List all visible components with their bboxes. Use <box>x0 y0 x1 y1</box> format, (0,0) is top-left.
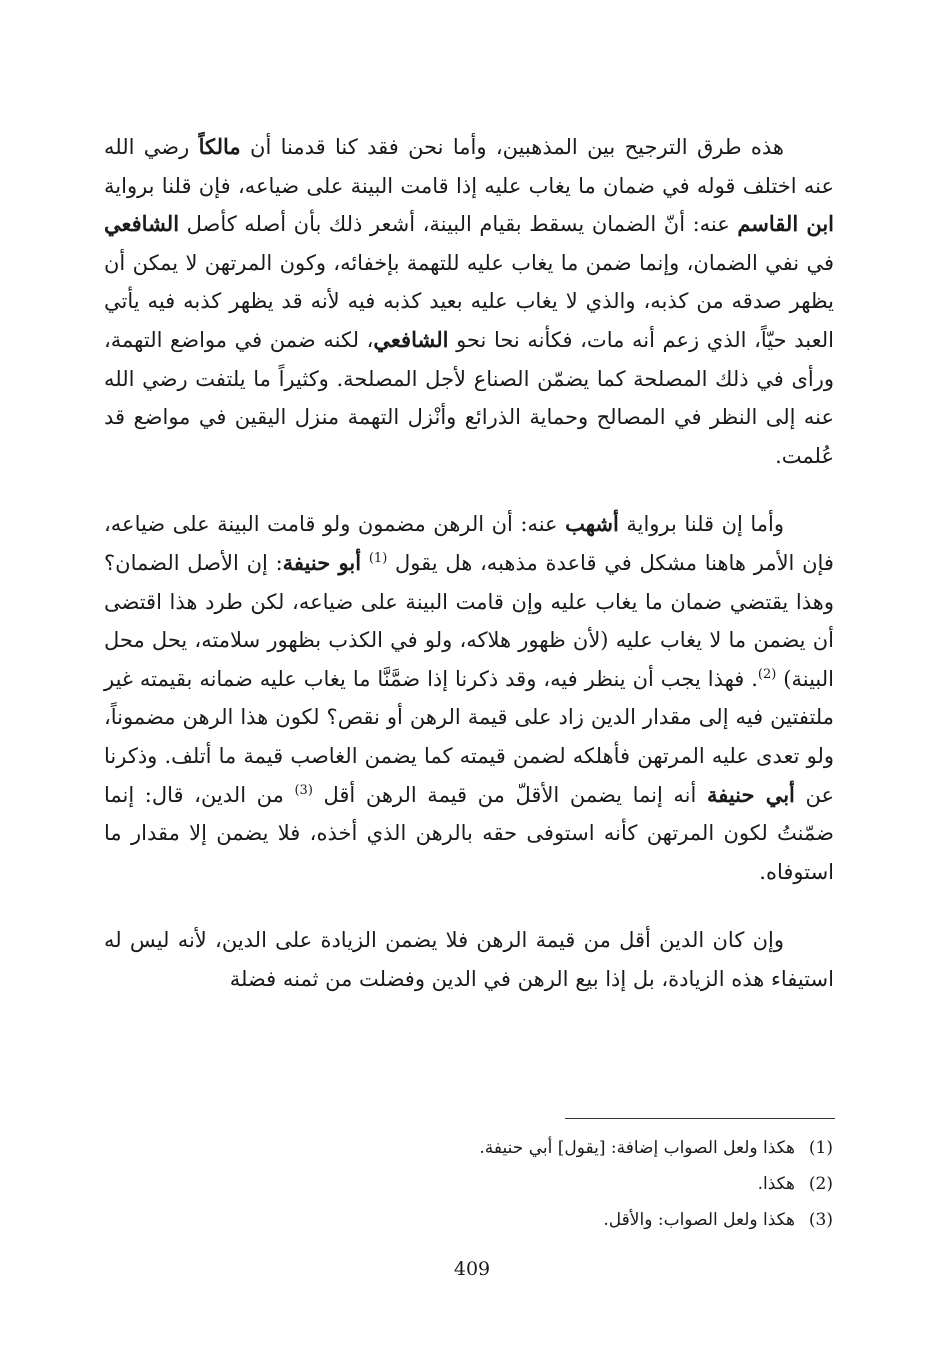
paragraph <box>104 128 834 475</box>
footnote-reference: (2) <box>757 666 777 682</box>
footnote-reference: (1) <box>368 550 388 566</box>
text-segment <box>361 551 369 575</box>
text-segment: هذه طرق الترجيح بين المذهبين، وأما نحن فقد كنا قدمنا أن <box>240 135 784 159</box>
footnote-text: هكذا ولعل الصواب إضافة: [يقول] أبي حنيفة. <box>479 1138 795 1158</box>
text-segment: عنه: أنّ الضمان يسقط بقيام البينة، أشعر ذلك بأن أصله كأصل <box>179 212 738 237</box>
text-segment: وأما إن قلنا برواية <box>618 512 784 537</box>
footnote <box>300 1166 833 1202</box>
text-segment: : إن الأصل الضمان؟ وهذا يقتضي ضمان ما يغاب عليه وإن قامت البينة على ضياعه، لكن طرد هذا اقتضى أن يضمن ما لا يغاب عليه (لأن ظهور هلاكه، ولو في الكذب بظهور سلامته، يحل محل البينة) <box>104 550 834 691</box>
text-segment: وإن كان الدين أقل من قيمة الرهن فلا يضمن الزيادة على الدين، لأنه ليس له استيفاء هذه الزيادة، بل إذا بيع الرهن في الدين وفضلت من ثمنه فضلة <box>104 928 834 991</box>
footnote-reference: (3) <box>294 782 313 798</box>
emphasized-name: الشافعي <box>104 211 180 237</box>
text-segment: أنه إنما يضمن الأقلّ من قيمة الرهن أقل <box>312 782 707 807</box>
emphasized-name: ابن القاسم <box>737 211 834 237</box>
paragraph <box>104 921 834 998</box>
footnote-number: (3) <box>808 1210 833 1230</box>
text-segment: رضي الله عنه اختلف قوله في ضمان ما يغاب عليه إذا قامت البينة على ضياعه، فإن قلنا برواية <box>104 135 835 198</box>
text-segment: ، لكنه ضمن في مواضع التهمة، ورأى في ذلك المصلحة كما يضمّن الصناع لأجل المصلحة. وكثيراً ما يلتفت رضي الله عنه إلى النظر في المصالح وحماية الذرائع وأنْزل التهمة منزل اليقين في مواضع قد عُلمت. <box>104 327 834 468</box>
page-number: 409 <box>453 1258 491 1280</box>
emphasized-name: الشافعي <box>373 326 449 352</box>
emphasized-name: أبو حنيفة <box>282 549 362 575</box>
footnote-divider <box>565 1118 835 1119</box>
main-text <box>104 128 834 998</box>
text-segment: عنه: أن الرهن مضمون ولو قامت البينة على ضياعه، فإن الأمر هاهنا مشكل في قاعدة مذهبه، هل يقول <box>104 512 834 575</box>
text-segment: . فهذا يجب أن ينظر فيه، وقد ذكرنا إذا ضمَّنَّا ما يغاب عليه ضمانه بقيمته غير ملتفتين فيه إلى مقدار الدين زاد على قيمة الرهن أو نقص؟ لكون هذا الرهن مضموناً، ولو تعدى عليه المرتهن فأهلكه لضمن قيمته كما يضمن الغاصب قيمة ما أتلف. وذكرنا عن <box>104 666 835 807</box>
footnote <box>300 1130 833 1166</box>
footnote-text: هكذا ولعل الصواب: والأقل. <box>603 1210 795 1230</box>
paragraph <box>104 505 834 891</box>
text-segment: من الدين، قال: إنما ضمّنتُ لكون المرتهن كأنه استوفى حقه بالرهن الذي أخذه، فلا يضمن إلا مقدار ما استوفاه. <box>104 782 834 884</box>
footnote-text: هكذا. <box>757 1174 795 1194</box>
footnotes <box>300 1130 833 1238</box>
footnote-number: (1) <box>808 1138 833 1158</box>
footnote-number: (2) <box>808 1174 833 1194</box>
emphasized-name: أبي حنيفة <box>706 781 795 807</box>
emphasized-name: مالكاً <box>198 134 241 159</box>
footnote <box>300 1202 833 1238</box>
text-segment: في نفي الضمان، وإنما ضمن ما يغاب عليه للتهمة بإخفائه، وكون المرتهن لا يمكن أن يظهر صدقه من كذبه، والذي لا يغاب عليه بعيد كذبه فيه لأنه قد يظهر كذبه فيه يأتي العبد حيّاً، الذي زعم أنه مات، فكأنه نحا نحو <box>104 250 834 352</box>
emphasized-name: أشهب <box>565 511 619 537</box>
